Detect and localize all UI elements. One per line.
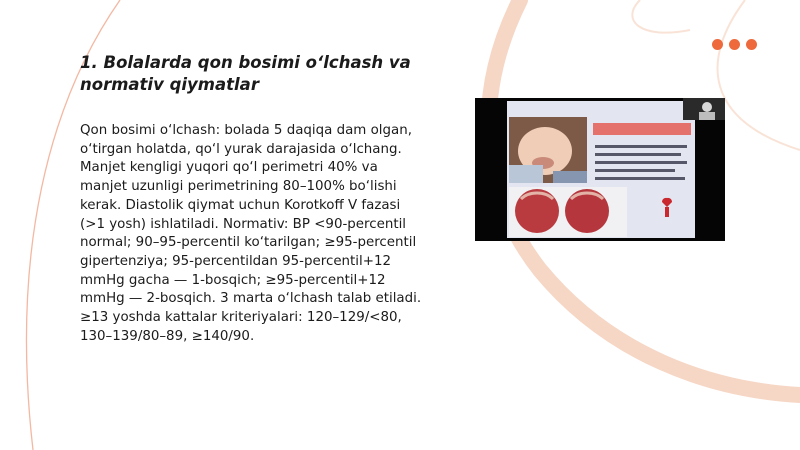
slide-title: 1. Bolalarda qon bosimi o‘lchash va normativ qiymatlar — [80, 53, 411, 94]
dot — [746, 39, 757, 50]
video-slide-heading-bar — [593, 123, 691, 135]
slide-body-text: Qon bosimi o‘lchash: bolada 5 daqiqa dam olgan, o‘tirgan holatda, qo‘l yurak darajasida o‘lchang. Manjet kengligi yuqori qo‘l perimetri 40% va manjet uzunligi perimetrining 80–100% bo‘lishi kerak. Diastolik qiymat uchun Korotkoff V fazasi (>1 yosh) ishlatiladi. Normativ: BP <90-percentil normal; 90–95-percentil ko‘tarilgan; ≥95-percentil gipertenziya; 95-percentildan 95-percentil+12 mmHg gacha — 1-bosqich; ≥95-percentil+12 mmHg — 2-bosqich. 3 marta o‘lchash talab etiladi. ≥13 yoshda kattalar kriteriyalari: 120–129/<80, 130–139/80–89, ≥140/90. — [80, 123, 422, 344]
video-slide-text-line — [595, 161, 687, 164]
video-slide-frame — [507, 101, 695, 238]
three-dots-icon — [712, 39, 757, 50]
video-slide-text-line — [595, 145, 687, 148]
video-slide-text-line — [595, 153, 681, 156]
video-thumbnail[interactable] — [475, 98, 725, 241]
video-slide-text-line — [595, 169, 675, 172]
dot — [729, 39, 740, 50]
video-slide-text-line — [595, 177, 685, 180]
presenter-icon — [683, 98, 725, 120]
dot — [712, 39, 723, 50]
presenter-camera-thumbnail — [683, 98, 725, 120]
